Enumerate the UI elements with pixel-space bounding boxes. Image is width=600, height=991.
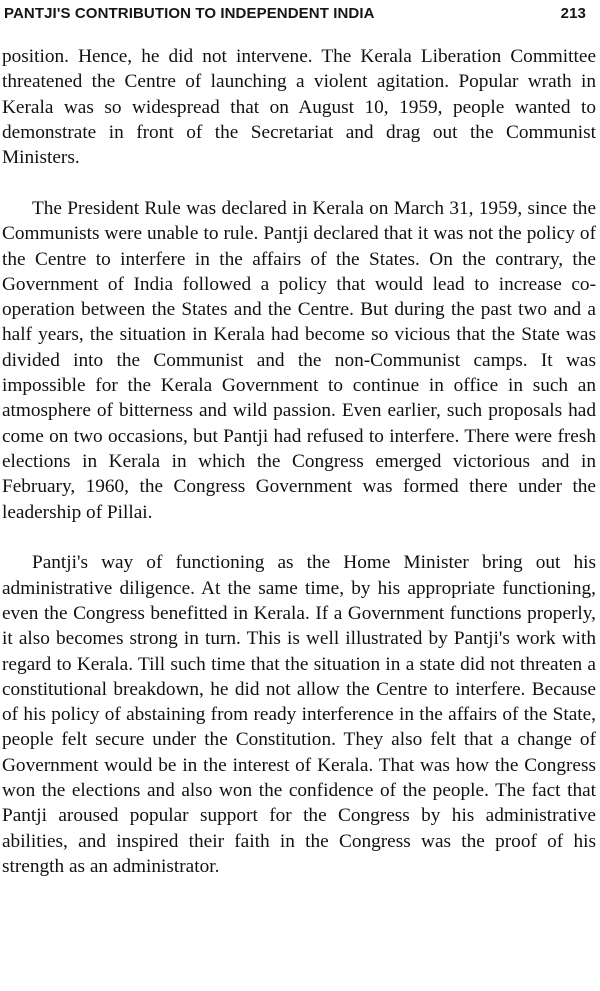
running-title: PANTJI'S CONTRIBUTION TO INDEPENDENT INDIA bbox=[4, 4, 375, 22]
paragraph-continuation: position. Hence, he did not intervene. The Kerala Liberation Committee threatened the Centre of launching a violent agitation. Popular wrath in Kerala was so widespread that on August 10, 1959, people wanted to demonstrate in front of the Secretariat and drag out the Communist Ministers. bbox=[2, 46, 596, 169]
paragraph-president-rule: The President Rule was declared in Kerala on March 31, 1959, since the Communists were unable to rule. Pantji declared that it was not the policy of the Centre to interfere in the affairs of the States. On the contrary, the Government of India followed a policy that would lead to increase co-operation between the States and the Centre. But during the past two and a half years, the situation in Kerala had become so vicious that the State was divided into the Communist and the non-Communist camps. It was impossible for the Kerala Government to continue in office in such an atmosphere of bitterness and wild passion. Even earlier, such proposals had come on two occasions, but Pantji had refused to interfere. There were fresh elections in Kerala in which the Congress emerged victorious and in February, 1960, the Congress Government was formed there under the leadership of Pillai. bbox=[2, 197, 596, 523]
paragraph-home-minister: Pantji's way of functioning as the Home Minister bring out his administrative diligence. At the same time, by his appropriate functioning, even the Congress benefitted in Kerala. If a Government functions properly, it also becomes strong in turn. This is well illustrated by Pantji's work with regard to Kerala. Till such time that the situation in a state did not threaten a constitutional breakdown, he did not allow the Centre to interfere. Because of his policy of abstaining from ready interference in the affairs of the State, people felt secure under the Constitution. They also felt that a change of Government would be in the interest of Kerala. That was how the Congress won the elections and also won the confidence of the people. The fact that Pantji aroused popular support for the Congress by his administrative abilities, and inspired their faith in the Congress was the proof of his strength as an administrator. bbox=[2, 552, 596, 877]
running-header bbox=[4, 2, 586, 24]
body-text bbox=[2, 44, 596, 879]
page-number: 213 bbox=[560, 4, 586, 22]
